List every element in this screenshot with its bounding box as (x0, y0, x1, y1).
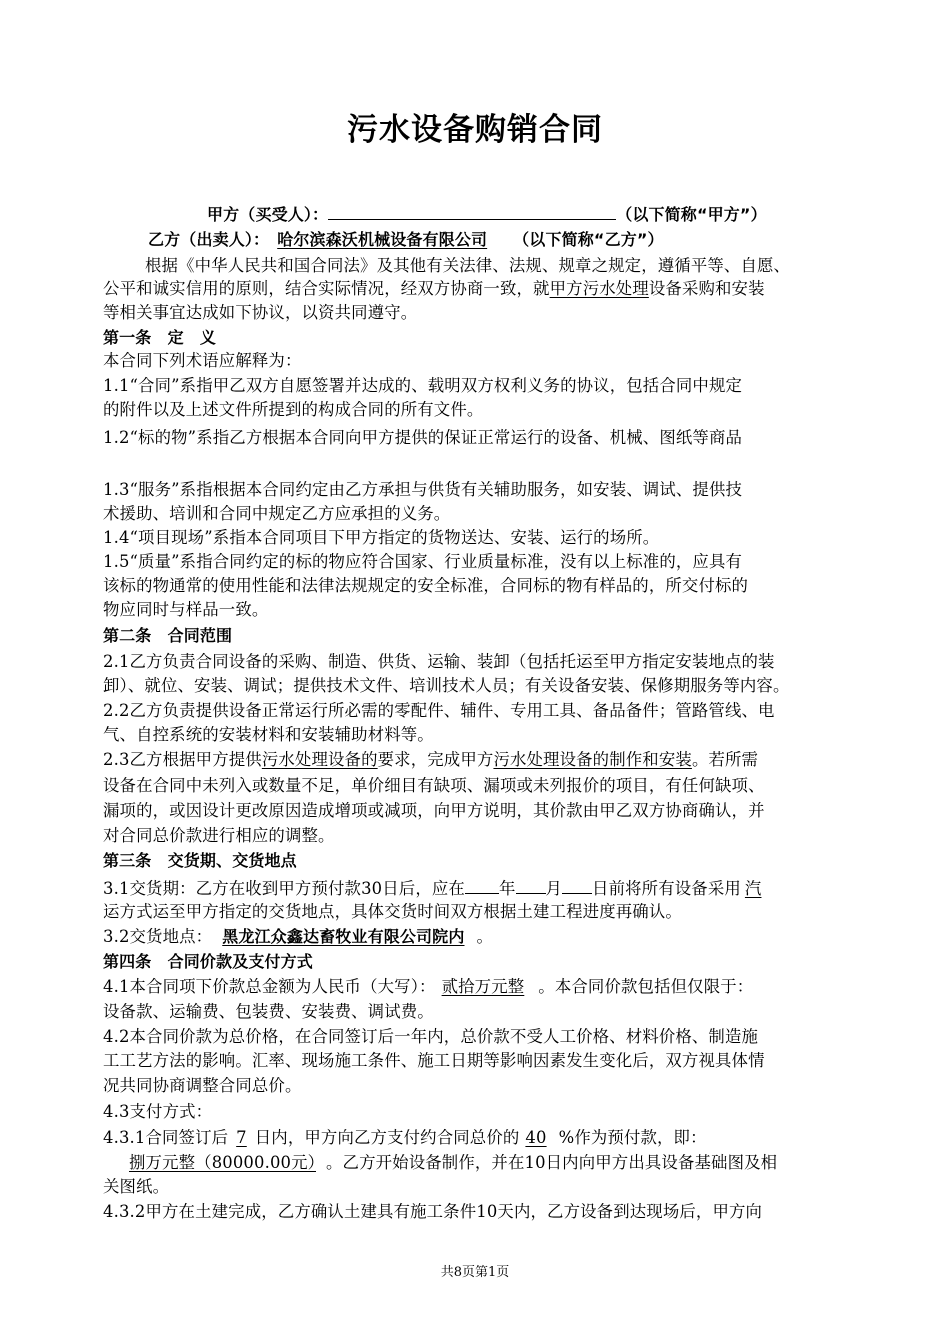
delivery-label: 3.2交货地点： (103, 927, 213, 946)
art1-line: 1.1“合同”系指甲乙双方自愿签署并达成的、载明双方权利义务的协议，包括合同中规定 (103, 376, 743, 395)
art2-3-text: 2.3乙方根据甲方提供 (103, 750, 262, 769)
party-b-label: 乙方（出卖人）： (148, 230, 270, 249)
party-a-line (207, 202, 950, 226)
art3-1-line-1 (103, 876, 851, 900)
art4-3-1-text: 4.3.1合同签订后 (103, 1128, 229, 1147)
art1-line: 本合同下列术语应解释为： (103, 351, 302, 370)
art2-line: 卸）、就位、安装、调试；提供技术文件、培训技术人员；有关设备安装、保修期服务等内容。 (103, 676, 790, 695)
art1-line: 术援助、培训和合同中规定乙方应承担的义务。 (103, 504, 451, 523)
page-footer: 共8页第1页 (440, 1265, 510, 1280)
art1-line: 1.5“质量”系指合同约定的标的物应符合国家、行业质量标准，没有以上标准的，应具有 (103, 552, 743, 571)
art2-3-line-1 (103, 749, 851, 771)
art4-1-label: 4.1本合同项下价款总金额为人民币（大写）： (103, 977, 436, 996)
percent-value: 40 (525, 1128, 547, 1147)
art4-3-1-line-2 (103, 1152, 851, 1174)
article-2-heading: 第二条 合同范围 (103, 626, 233, 645)
year-label: 年 (498, 879, 516, 898)
prepayment-amount: 捌万元整（80000.00元） (129, 1153, 316, 1172)
art3-2-line (103, 926, 851, 948)
art4-3-1-text: %作为预付款，即： (558, 1128, 707, 1147)
intro-line-2 (103, 278, 851, 300)
art2-3-text: 要求，完成甲方 (377, 750, 494, 769)
art3-1-line-2: 运方式运至甲方指定的交货地点，具体交货时间双方根据土建工程进度再确认。 (103, 902, 682, 921)
delivery-location: 黑龙江众鑫达畜牧业有限公司院内 (222, 927, 465, 946)
article-3-heading: 第三条 交货期、交货地点 (103, 851, 297, 870)
art2-3-text: 。若所需 (691, 750, 759, 769)
art4-3-1-text: 日内，甲方向乙方支付约合同总价的 (254, 1128, 520, 1147)
party-a-blank (328, 202, 616, 220)
art4-3-heading: 4.3支付方式： (103, 1102, 213, 1121)
art4-3-1-text: 。乙方开始设备制作，并在10日内向甲方出具设备基础图及相 (326, 1153, 778, 1172)
art2-line: 2.2乙方负责提供设备正常运行所必需的零配件、辅件、专用工具、备品备件；管路管线、电 (103, 701, 775, 720)
contract-amount: 贰拾万元整 (441, 977, 525, 996)
intro-subject: 甲方污水处理 (549, 279, 649, 298)
month-label: 月 (545, 879, 563, 898)
party-a-label: 甲方（买受人）： (207, 205, 329, 224)
year-blank (465, 876, 499, 894)
intro-line-3: 等相关事宜达成如下协议，以资共同遵守。 (103, 303, 418, 322)
art4-1-line-2: 设备款、运输费、包装费、安装费、调试费。 (103, 1002, 434, 1021)
article-1-heading: 第一条 定 义 (103, 328, 217, 347)
art4-1-text: 。本合同价款包括但仅限于： (538, 977, 754, 996)
art2-3-line: 对合同总价款进行相应的调整。 (103, 826, 335, 845)
art2-3-line: 漏项的，或因设计更改原因造成增项或减项，向甲方说明，其价款由甲乙双方协商确认，并 (103, 801, 765, 820)
document-title: 污水设备购销合同 (347, 112, 603, 148)
art3-1-text: 日前将所有设备采用 (592, 879, 741, 898)
art4-3-1-line-3: 关图纸。 (103, 1177, 170, 1196)
month-blank (516, 876, 546, 894)
intro-text-tail: 设备采购和安装 (648, 279, 765, 298)
art1-line: 物应同时与样品一致。 (103, 600, 269, 619)
intro-text: 公平和诚实信用的原则，结合实际情况，经双方协商一致，就 (103, 279, 550, 298)
art3-1-text: 3.1交货期：乙方在收到甲方预付款30日后，应在 (103, 879, 465, 898)
art4-3-1-line-1 (103, 1127, 851, 1149)
art1-line: 1.4“项目现场”系指本合同项目下甲方指定的货物送达、安装、运行的场所。 (103, 528, 660, 547)
art1-line: 的附件以及上述文件所提到的构成合同的所有文件。 (103, 400, 484, 419)
article-4-heading: 第四条 合同价款及支付方式 (103, 952, 313, 971)
art1-line: 1.3“服务”系指根据本合同约定由乙方承担与供货有关辅助服务，如安装、调试、提供技 (103, 480, 743, 499)
art1-line: 该标的物通常的使用性能和法律法规规定的安全标准，合同标的物有样品的，所交付标的 (103, 576, 749, 595)
art2-3-line: 设备在合同中未列入或数量不足，单价细目有缺项、漏项或未列报价的项目，有任何缺项、 (103, 776, 765, 795)
party-b-suffix: （以下简称“乙方”） (513, 230, 664, 249)
art4-1-line-1 (103, 976, 851, 998)
party-a-suffix: （以下简称“甲方”） (616, 205, 767, 224)
art1-line: 1.2“标的物”系指乙方根据本合同向甲方提供的保证正常运行的设备、机械、图纸等商品 (103, 428, 743, 447)
transport-mode: 汽 (744, 879, 762, 898)
art2-line: 2.1乙方负责合同设备的采购、制造、供货、运输、装卸（包括托运至甲方指定安装地点的装 (103, 652, 775, 671)
art4-2-line: 工工艺方法的影响。汇率、现场施工条件、施工日期等影响因素发生变化后，双方视具体情 (103, 1051, 765, 1070)
days-value: 7 (236, 1128, 247, 1147)
art4-2-line: 况共同协商调整合同总价。 (103, 1076, 302, 1095)
party-b-name: 哈尔滨森沃机械设备有限公司 (277, 230, 488, 249)
art4-3-2-line: 4.3.2甲方在土建完成，乙方确认土建具有施工条件10天内，乙方设备到达现场后，甲方向 (103, 1202, 763, 1221)
delivery-end: 。 (476, 927, 494, 946)
art4-2-line: 4.2本合同价款为总价格，在合同签订后一年内，总价款不受人工价格、材料价格、制造施 (103, 1027, 759, 1046)
art2-3-underlined: 污水处理设备的制作和安装 (493, 750, 692, 769)
art2-line: 气、自控系统的安装材料和安装辅助材料等。 (103, 725, 434, 744)
party-b-line (148, 229, 896, 251)
day-blank (562, 876, 592, 894)
art2-3-underlined: 污水处理设备的 (261, 750, 378, 769)
intro-line-1: 根据《中华人民共和国合同法》及其他有关法律、法规、规章之规定，遵循平等、自愿、 (145, 256, 791, 275)
